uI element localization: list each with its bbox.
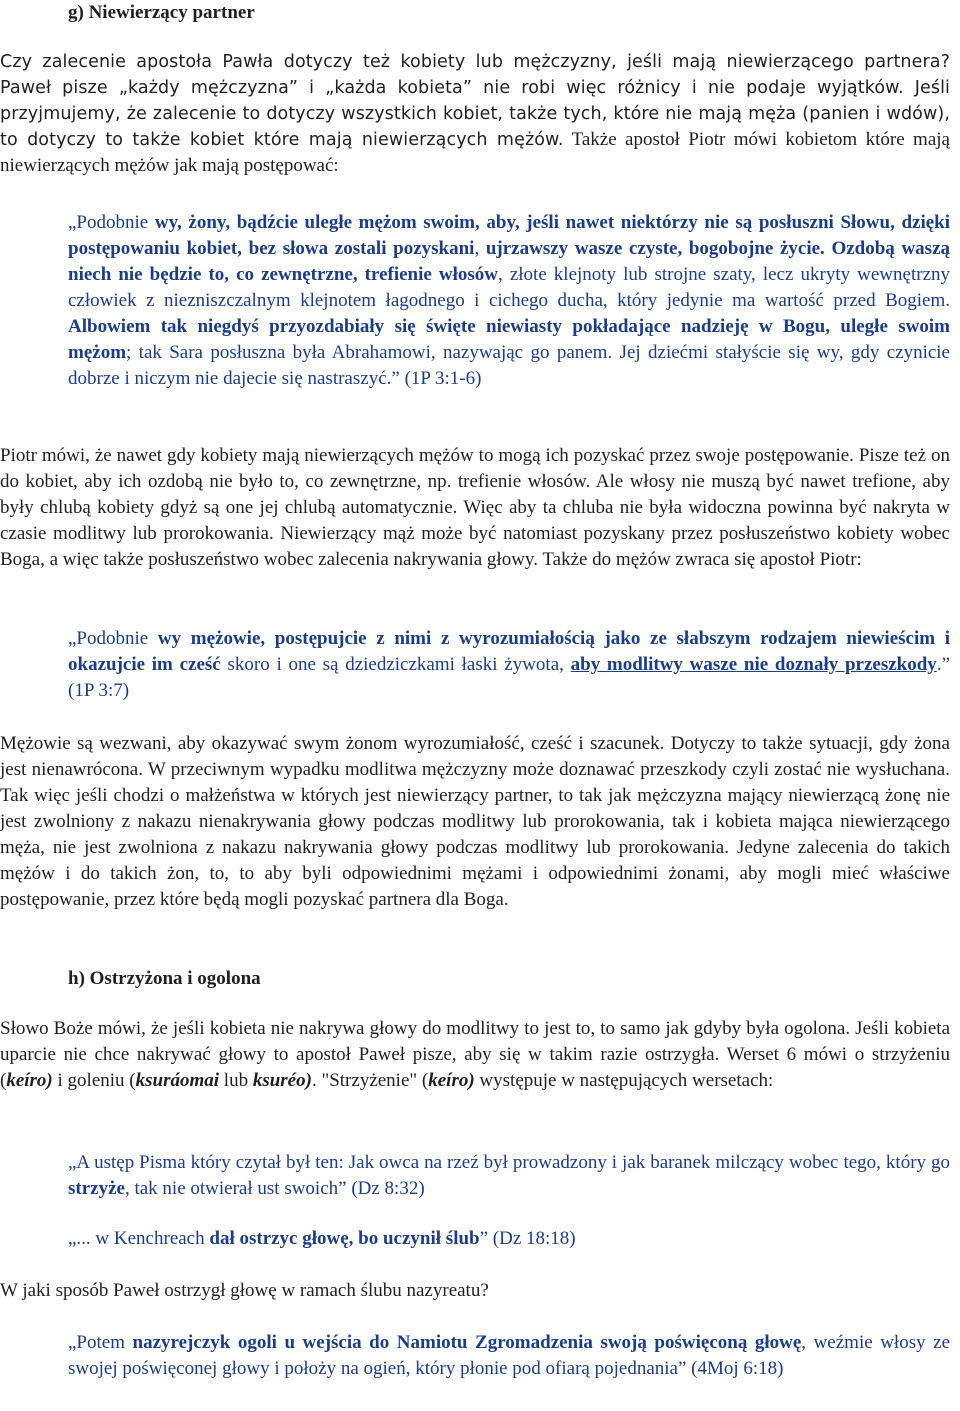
section-heading-h: h) Ostrzyżona i ogolona xyxy=(68,968,261,989)
paragraph-h-question: W jaki sposób Paweł ostrzygł głowę w ramach ślubu nazyreatu? xyxy=(0,1280,489,1301)
paragraph-g-mezowie: Mężowie są wezwani, aby okazywać swym żonom wyrozumiałość, cześć i szacunek. Dotyczy to także sytuacji, gdy żona jest nienawrócona. W przeciwnym wypadku modlitwa mężczyzny może doznawać przeszkody czyli zostać nie wysłuchana. Tak więc jeśli chodzi o małżeństwa w których jest niewierzący partner, to tak jak mężczyzna mający niewierzącą żonę nie jest zwolniony z nakazu nienakrywania głowy podczas modlitwy lub prorokowania, tak i kobieta mająca niewierzącego męża, nie jest zwolniona z nakazu nakrywania głowy podczas modlitwy lub prorokowania. Jedyne zalecenia do takich mężów i do takich żon, to, to aby byli odpowiednimi mężami i odpowiednimi żonami, aby mogli mieć właściwe postępowanie, przez które będą mogli pozyskać partnera dla Boga. xyxy=(0,733,950,910)
quote-1p-3-1-6: „Podobnie wy, żony, bądźcie uległe mężom swoim, aby, jeśli nawet niektórzy nie są posłuszni Słowu, dzięki postępowaniu kobiet, bez słowa zostali pozyskani, ujrzawszy wasze czyste, bogobojne życie. Ozdobą waszą niech nie będzie to, co zewnętrzne, trefienie włosów, złote klejnoty lub strojne szaty, lecz ukryty wewnętrzny człowiek z niezniszczalnym klejnotem łagodnego i cichego ducha, który jedynie ma wartość przed Bogiem. Albowiem tak niegdyś przyozdabiały się święte niewiasty pokładające nadzieję w Bogu, uległe swoim mężom; tak Sara posłuszna była Abrahamowi, nazywając go panem. Jej dziećmi stałyście się wy, gdy czynicie dobrze i niczym nie dajecie się nastraszyć.” (1P 3:1-6) xyxy=(68,212,951,389)
section-heading-g: g) Niewierzący partner xyxy=(68,2,255,23)
quote-dz-8-32: „A ustęp Pisma który czytał był ten: Jak owca na rzeź był prowadzony i jak baranek milczący wobec tego, który go strzyże, tak nie otwierał ust swoich” (Dz 8:32) xyxy=(68,1152,950,1199)
paragraph-h-intro: Słowo Boże mówi, że jeśli kobieta nie nakrywa głowy do modlitwy to jest to, to samo jak gdyby była ogolona. Jeśli kobieta uparcie nie chce nakrywać głowy to apostoł Paweł pisze, aby się w takim razie ostrzygła. Werset 6 mówi o strzyżeniu (keíro) i goleniu (ksuráomai lub ksuréo). "Strzyżenie" (keíro) występuje w następujących wersetach: xyxy=(0,1018,950,1091)
paragraph-g-intro: Czy zalecenie apostoła Pawła dotyczy też kobiety lub mężczyzny, jeśli mają niewierzącego partnera? Paweł pisze „każdy mężczyzna” i „każda kobieta” nie robi więc różnicy i nie podaje wyjątków. Jeśli przyjmujemy, że zalecenie to dotyczy wszystkich kobiet, także tych, które nie mają męża (panien i wdów), to dotyczy to także kobiet które mają niewierzących mężów. Także apostoł Piotr mówi kobietom które mają niewierzących mężów jak mają postępować: xyxy=(0,52,950,176)
quote-dz-18-18: „... w Kenchreach dał ostrzyc głowę, bo uczynił ślub” (Dz 18:18) xyxy=(68,1228,576,1249)
quote-4moj-6-18: „Potem nazyrejczyk ogoli u wejścia do Namiotu Zgromadzenia swoją poświęconą głowę, weźmie włosy ze swojej poświęconej głowy i położy na ogień, który płonie pod ofiarą pojednania” (4Moj 6:18) xyxy=(68,1332,950,1379)
underlined-emphasis: aby modlitwy wasze nie doznały przeszkody xyxy=(570,654,937,675)
paragraph-g-piotr: Piotr mówi, że nawet gdy kobiety mają niewierzących mężów to mogą ich pozyskać przez swoje postępowanie. Pisze też on do kobiet, aby ich ozdobą nie było to, co zewnętrzne, np. trefienie włosów. Ale włosy nie muszą być nawet trefione, aby były chlubą kobiety gdyż są one jej chlubą automatycznie. Więc aby ta chluba nie była widoczna powinna być nakryta w czasie modlitwy lub prorokowania. Niewierzący mąż może być natomiast pozyskany przez posłuszeństwo kobiety wobec Boga, a więc także posłuszeństwo wobec zalecenia nakrywania głowy. Także do mężów zwraca się apostoł Piotr: xyxy=(0,445,950,570)
quote-1p-3-7: „Podobnie wy mężowie, postępujcie z nimi z wyrozumiałością jako ze słabszym rodzajem niewieścim i okazujcie im cześć skoro i one są dziedziczkami łaski żywota, aby modlitwy wasze nie doznały przeszkody.” (1P 3:7) xyxy=(68,628,950,701)
